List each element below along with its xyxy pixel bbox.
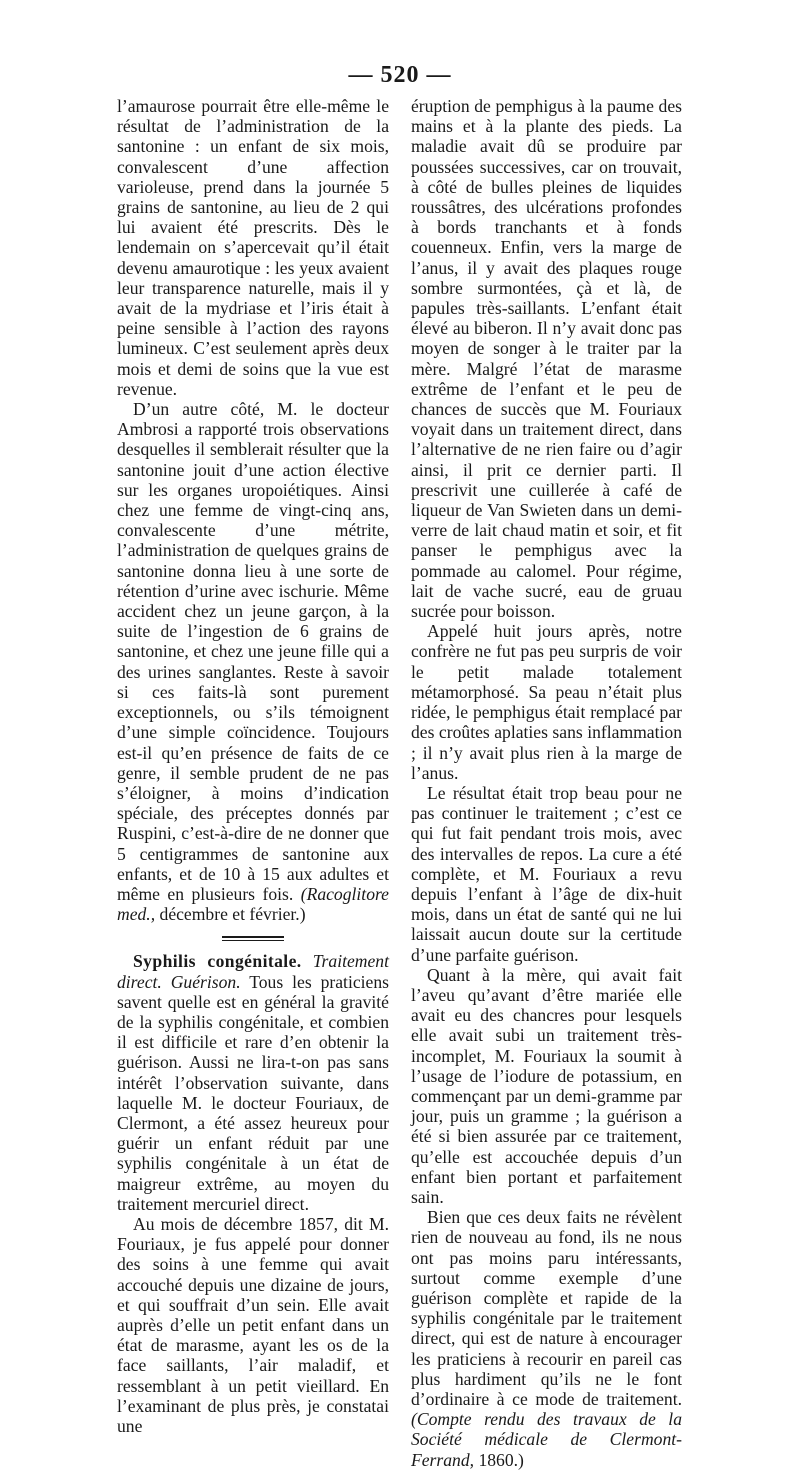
section-separator — [222, 936, 284, 941]
paragraph-mere: Quant à la mère, qui avait fait l’aveu qu’avant d’être mariée elle avait eu des chancres pour lesquels elle avait subi un traitement très-incomplet, M. Fouriaux la soumit à l’usage de l’iodure de potassium, en commençant par un demi-gramme par jour, puis un gramme ; la guérison a été si bien assurée par ce traitement, qu’elle est accouchée depuis d’un enfant bien portant et parfaitement sain. — [411, 964, 682, 1207]
citation-dates: décembre et février.) — [159, 904, 306, 925]
paragraph-ambrosi — [117, 399, 389, 924]
paragraph-resultat: Le résultat était trop beau pour ne pas continuer le traitement ; c’est ce qui fut fait pendant trois mois, avec des intervalles de repos. La cure a été complète, et M. Fouriaux a revu depuis l’enfant à l’âge de dix-huit mois, dans un état de santé qui ne lui laissait aucun doute sur la certitude d’une parfaite guérison. — [411, 782, 682, 965]
paragraph-syphilis-intro — [117, 951, 389, 1214]
paragraph-ambrosi-text: D’un autre côté, M. le docteur Ambrosi a rapporté trois observations desquelles il semblerait résulter que la santonine jouit d’une action élective sur les organes uropoiétiques. Ainsi chez une femme de vingt-cinq ans, convalescente d’une métrite, l’administration de quelques grains de santonine donna lieu à une sorte de rétention d’urine avec ischurie. Même accident chez un jeune garçon, à la suite de l’ingestion de 6 grains de santonine, et chez une jeune fille qui a des urines sanglantes. Reste à savoir si ces faits-là sont purement exceptionnels, ou s’ils témoignent d’une simple coïncidence. Toujours est-il qu’en présence de faits de ce genre, il semble prudent de ne pas s’éloigner, à moins d’indication spéciale, des préceptes donnés par Ruspini, c’est-à-dire de ne donner que 5 centigrammes de santonine aux enfants, et de 10 à 15 aux adultes et même en plusieurs fois. — [117, 399, 389, 904]
paragraph-conclusion — [411, 1207, 682, 1470]
citation-year: 1860.) — [478, 1449, 524, 1470]
paragraph-amaurose: l’amaurose pourrait être elle-même le résultat de l’administration de la santonine : un enfant de six mois, convalescent d’une affection varioleuse, prend dans la journée 5 grains de santonine, au lieu de 2 qui lui avaient été prescrits. Dès le lendemain on s’apercevait qu’il était devenu amaurotique : les yeux avaient leur transparence naturelle, mais il y avait de la mydriase et l’iris était à peine sensible à l’action des rayons lumineux. C’est seulement après deux mois et demi de soins que la vue est revenue. — [117, 96, 389, 399]
left-column — [117, 96, 389, 1436]
citation-compte-rendu: (Compte rendu des travaux de la Société médicale de Clermont-Ferrand, — [411, 1409, 682, 1470]
section-intro-text: Tous les praticiens savent quelle est en général la gravité de la syphilis congénitale, et combien il est difficile et rare d’en obtenir la guérison. Aussi ne lira-t-on pas sans intérêt l’observation suivante, dans laquelle M. le docteur Fouriaux, de Clermont, a été assez heureux pour guérir un enfant réduit par une syphilis congénitale à un état de maigreur extrême, au moyen du traitement mercuriel direct. — [117, 971, 389, 1214]
paragraph-huit-jours: Appelé huit jours après, notre confrère ne fut pas peu surpris de voir le petit malade totalement métamorphosé. Sa peau n’était plus ridée, le pemphigus était remplacé par des croûtes aplaties sans inflammation ; il n’y avait plus rien à la marge de l’anus. — [411, 621, 682, 783]
paragraph-conclusion-text: Bien que ces deux faits ne révèlent rien de nouveau au fond, ils ne nous ont pas moins paru intéressants, surtout comme exemple d’une guérison complète et rapide de la syphilis congénitale par le traitement direct, qui est de nature à encourager les praticiens à recourir en pareil cas plus hardiment qu’ils ne le font d’ordinaire à ce mode de traitement. — [411, 1207, 682, 1409]
citation-racoglitore: (Racoglitore med., — [117, 883, 389, 925]
right-column — [411, 96, 682, 1470]
page-number: — 520 — — [348, 62, 452, 88]
section-subtitle: Traitement direct. Guérison. — [117, 951, 389, 992]
paragraph-pemphigus: éruption de pemphigus à la paume des mains et à la plante des pieds. La maladie avait dû se produire par poussées successives, car on trouvait, à côté de bulles pleines de liquides roussâtres, des ulcérations profondes à bords tranchants et à fonds couenneux. Enfin, vers la marge de l’anus, il y avait des plaques rouge sombre surmontées, çà et là, de papules très-saillants. L’enfant était élevé au biberon. Il n’y avait donc pas moyen de songer à le traiter par la mère. Malgré l’état de marasme extrême de l’enfant et le peu de chances de succès que M. Fouriaux voyait dans un traitement direct, dans l’alternative de ne rien faire ou d’agir ainsi, il prit ce dernier parti. Il prescrivit une cuillerée à café de liqueur de Van Swieten dans un demi-verre de lait chaud matin et soir, et fit panser le pemphigus avec la pommade au calomel. Pour régime, lait de vache sucré, eau de gruau sucrée pour boisson. — [411, 96, 682, 622]
paragraph-case-start: Au mois de décembre 1857, dit M. Fouriaux, je fus appelé pour donner des soins à une femme qui avait accouché depuis une dizaine de jours, et qui souffrait d’un sein. Elle avait auprès d’elle un petit enfant dans un état de marasme, ayant les os de la face saillants, l’air maladif, et ressemblant à un petit vieillard. En l’examinant de plus près, je constatai une — [117, 1213, 389, 1436]
section-title: Syphilis congénitale. — [133, 951, 302, 972]
